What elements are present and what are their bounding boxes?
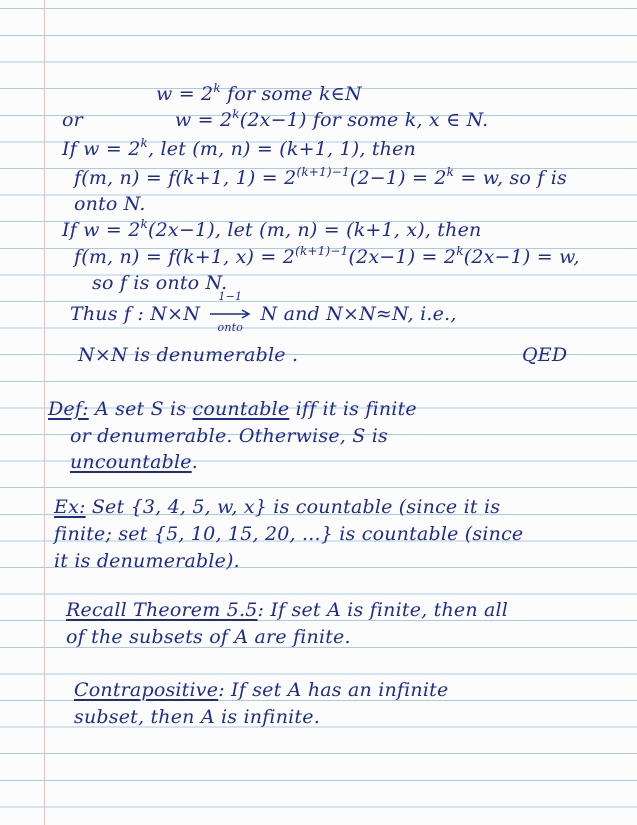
definition-text: iff it is finite (289, 398, 417, 420)
arrow-label-one-to-one: 1−1 (218, 290, 243, 303)
proof-text: If w = 2 (62, 138, 141, 160)
example-text: it is denumerable). (54, 550, 240, 572)
theorem-reference: Recall Theorem 5.5 (66, 599, 258, 621)
exponent: (k+1)−1 (296, 165, 350, 179)
example-line-2 (54, 523, 523, 545)
proof-text: so f is onto N. (92, 272, 228, 294)
proof-text: for some k∈N (220, 83, 362, 105)
proof-text: , let (m, n) = (k+1, 1), then (148, 138, 416, 160)
example-text: finite; set {5, 10, 15, 20, ...} is countable (since (54, 523, 524, 545)
exponent: k (446, 165, 455, 179)
definition-text: . (191, 451, 198, 473)
recall-line-2 (66, 626, 351, 648)
proof-line-7 (74, 246, 580, 268)
example-label: Ex: (54, 496, 86, 518)
contrapositive-line-2 (74, 706, 320, 728)
term-countable: countable (192, 398, 290, 420)
proof-line-9 (70, 290, 457, 334)
proof-line-2 (62, 109, 488, 131)
definition-text: or denumerable. Otherwise, S is (70, 425, 388, 447)
proof-text: f(m, n) = f(k+1, x) = 2 (74, 246, 296, 268)
exponent: k (140, 136, 149, 150)
exponent: k (140, 217, 149, 231)
or-word: or (62, 109, 83, 131)
exponent: k (213, 81, 221, 95)
proof-text: = w, so f is (454, 167, 567, 189)
proof-line-5 (74, 193, 146, 215)
proof-text: N and N×N≈N, i.e., (260, 303, 457, 325)
term-uncountable: uncountable (70, 451, 192, 473)
example-line-1 (54, 496, 500, 518)
proof-line-10 (78, 344, 578, 366)
example-line-3 (54, 550, 240, 572)
bijection-arrow (208, 290, 252, 334)
proof-text: (2x−1) = w, (463, 246, 580, 268)
proof-line-3 (62, 138, 416, 160)
definition-line-3 (70, 451, 198, 473)
proof-text: onto N. (74, 193, 146, 215)
theorem-text: of the subsets of A are finite. (66, 626, 351, 648)
exponent: k (456, 244, 464, 258)
proof-text: w = 2 (156, 83, 214, 105)
proof-line-6 (62, 219, 481, 241)
contrapositive-text: subset, then A is infinite. (74, 706, 320, 728)
arrow-label-onto: onto (217, 321, 244, 334)
definition-line-2 (70, 425, 388, 447)
contrapositive-line-1 (74, 679, 448, 701)
exponent: k (232, 107, 240, 121)
recall-line-1 (66, 599, 508, 621)
qed-mark: QED (522, 344, 568, 366)
theorem-text: : If set A is finite, then all (257, 599, 509, 621)
proof-text: N×N is denumerable . (78, 344, 299, 366)
proof-line-1 (156, 83, 362, 105)
proof-text: If w = 2 (62, 219, 141, 241)
contrapositive-text: : If set A has an infinite (218, 679, 449, 701)
proof-text: w = 2 (174, 109, 233, 131)
proof-text: (2x−1), let (m, n) = (k+1, x), then (148, 219, 482, 241)
proof-line-8 (92, 272, 227, 294)
definition-label: Def: (48, 398, 89, 420)
definition-line-1 (48, 398, 417, 420)
exponent: (k+1)−1 (295, 244, 349, 258)
definition-text: A set S is (88, 398, 193, 420)
example-text: Set {3, 4, 5, w, x} is countable (since it is (85, 496, 501, 518)
proof-text: (2x−1) = 2 (348, 246, 457, 268)
proof-text: f(m, n) = f(k+1, 1) = 2 (74, 167, 297, 189)
proof-line-4 (74, 167, 567, 189)
contrapositive-label: Contrapositive (74, 679, 219, 701)
proof-text: (2x−1) for some k, x ∈ N. (239, 109, 489, 131)
proof-text: Thus f : N×N (70, 303, 201, 325)
proof-text: (2−1) = 2 (349, 167, 447, 189)
right-arrow-icon (208, 308, 252, 320)
